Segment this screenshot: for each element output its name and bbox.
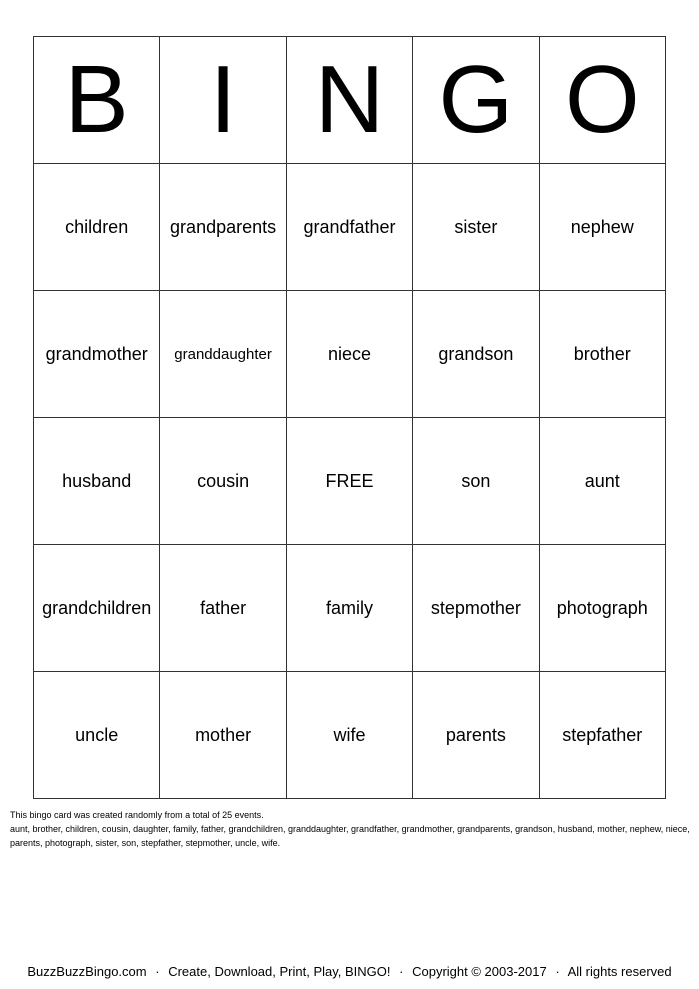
footer xyxy=(0,964,699,979)
footer-site-name: BuzzBuzzBingo.com xyxy=(27,964,147,979)
card-cell: sister xyxy=(413,164,539,291)
card-cell: photograph xyxy=(539,545,665,672)
footer-separator: · xyxy=(155,964,160,979)
card-row xyxy=(34,672,666,799)
card-cell: grandmother xyxy=(34,291,160,418)
header-letter-b: B xyxy=(34,37,160,164)
card-cell: husband xyxy=(34,418,160,545)
card-cell: stepfather xyxy=(539,672,665,799)
card-cell: father xyxy=(160,545,286,672)
header-letter-n: N xyxy=(286,37,412,164)
card-row xyxy=(34,164,666,291)
card-cell: grandson xyxy=(413,291,539,418)
footer-tagline: Create, Download, Print, Play, BINGO! xyxy=(168,964,391,979)
card-cell: granddaughter xyxy=(160,291,286,418)
footer-separator: · xyxy=(399,964,404,979)
header-letter-o: O xyxy=(539,37,665,164)
card-cell: children xyxy=(34,164,160,291)
card-info-summary: This bingo card was created randomly from a total of 25 events. xyxy=(10,810,264,820)
footer-copyright: Copyright © 2003-2017 xyxy=(412,964,547,979)
card-cell: grandchildren xyxy=(34,545,160,672)
card-cell: son xyxy=(413,418,539,545)
card-info-word-list: aunt, brother, children, cousin, daughter, family, father, grandchildren, granddaughter, grandfather, grandmother, grandparents, grandson, husband, mother, nephew, niece, parents, photograph, sister, son, stepfather, stepmother, uncle, wife. xyxy=(10,824,690,848)
footer-separator: · xyxy=(555,964,560,979)
card-cell: family xyxy=(286,545,412,672)
header-row xyxy=(34,37,666,164)
footer-rights: All rights reserved xyxy=(567,964,672,979)
card-row xyxy=(34,418,666,545)
card-row xyxy=(34,291,666,418)
card-cell: stepmother xyxy=(413,545,539,672)
card-cell: cousin xyxy=(160,418,286,545)
card-cell: wife xyxy=(286,672,412,799)
card-cell: nephew xyxy=(539,164,665,291)
card-row xyxy=(34,545,666,672)
header-letter-i: I xyxy=(160,37,286,164)
card-cell: aunt xyxy=(539,418,665,545)
header-letter-g: G xyxy=(413,37,539,164)
card-info xyxy=(10,808,690,850)
card-cell: parents xyxy=(413,672,539,799)
card-cell: uncle xyxy=(34,672,160,799)
free-cell: FREE xyxy=(286,418,412,545)
card-cell: mother xyxy=(160,672,286,799)
card-cell: grandfather xyxy=(286,164,412,291)
card-cell: niece xyxy=(286,291,412,418)
card-cell: brother xyxy=(539,291,665,418)
card-cell: grandparents xyxy=(160,164,286,291)
bingo-card xyxy=(33,36,666,799)
